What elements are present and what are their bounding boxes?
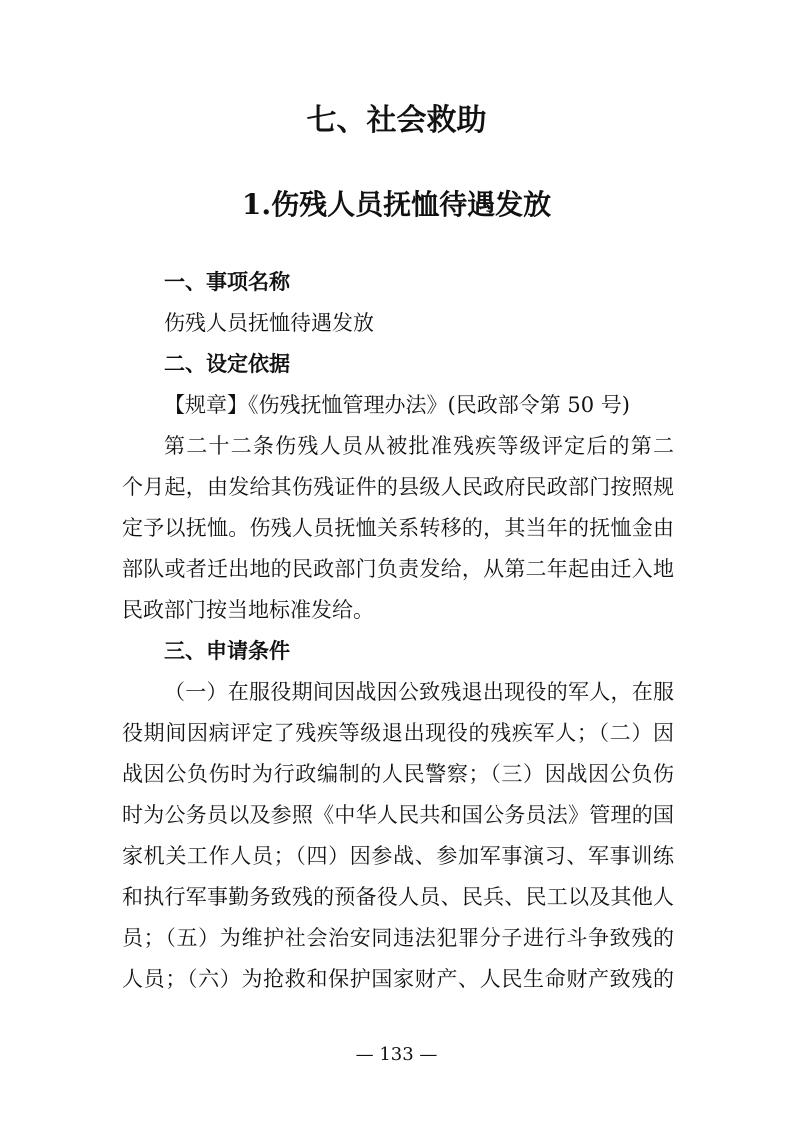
conditions-line: 时为公务员以及参照《中华人民共和国公务员法》管理的国	[122, 803, 674, 827]
conditions-paragraph	[122, 672, 674, 1000]
article-line: 第二十二条伤残人员从被批准残疾等级评定后的第二	[164, 434, 674, 458]
article-line: 个月起，由发给其伤残证件的县级人民政府民政部门按照规	[122, 475, 674, 499]
conditions-line: （一）在服役期间因战因公致残退出现役的军人，在服	[164, 680, 674, 704]
basis-heading: 二、设定依据	[164, 352, 290, 376]
article-line: 民政部门按当地标准发给。	[122, 598, 374, 622]
conditions-line: 员；（五）为维护社会治安同违法犯罪分子进行斗争致残的	[122, 926, 674, 950]
page-number: — 133 —	[355, 1044, 438, 1065]
article-line: 部队或者迁出地的民政部门负责发给，从第二年起由迁入地	[122, 557, 674, 581]
document-body	[122, 262, 674, 1000]
conditions-line: 和执行军事勤务致残的预备役人员、民兵、民工以及其他人	[122, 885, 674, 909]
conditions-line: 役期间因病评定了残疾等级退出现役的残疾军人；（二）因	[122, 721, 674, 745]
conditions-line: 战因公负伤时为行政编制的人民警察；（三）因战因公负伤	[122, 762, 674, 786]
item-name-value: 伤残人员抚恤待遇发放	[164, 311, 374, 335]
conditions-line: 家机关工作人员；（四）因参战、参加军事演习、军事训练	[122, 844, 674, 868]
section-title: 1.伤残人员抚恤待遇发放	[241, 188, 552, 221]
chapter-title: 七、社会救助	[306, 103, 487, 138]
conditions-line: 人员；（六）为抢救和保护国家财产、人民生命财产致残的	[122, 967, 674, 991]
regulation-citation: 【规章】《伤残抚恤管理办法》(民政部令第 50 号)	[164, 393, 630, 417]
item-name-heading: 一、事项名称	[164, 270, 290, 294]
conditions-heading: 三、申请条件	[164, 639, 290, 663]
article-line: 定予以抚恤。伤残人员抚恤关系转移的，其当年的抚恤金由	[122, 516, 674, 540]
article-paragraph	[122, 426, 674, 631]
